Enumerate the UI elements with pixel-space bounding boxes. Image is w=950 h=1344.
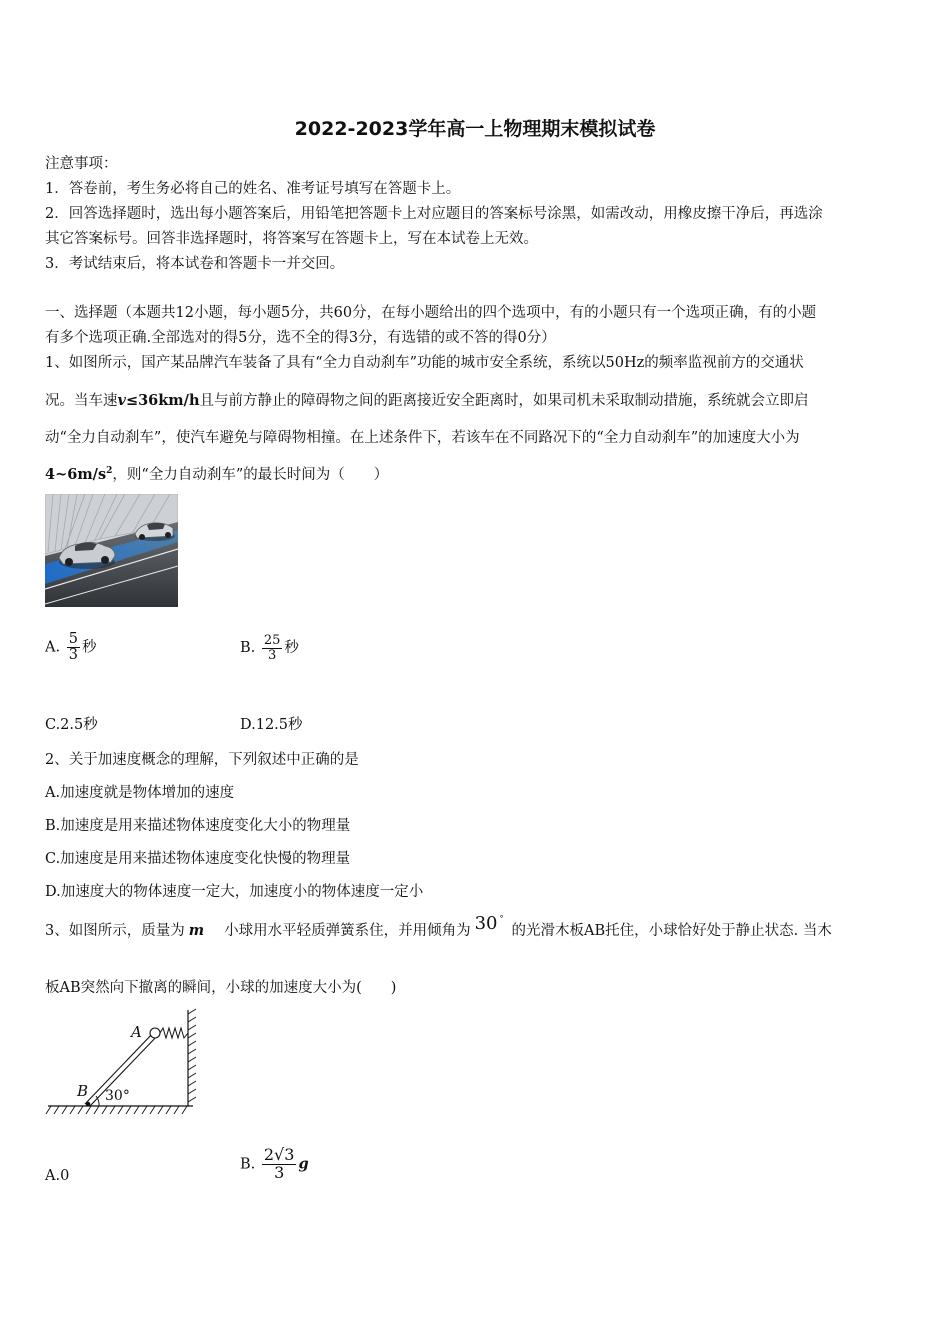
denominator: 3 (68, 647, 78, 664)
q1-text: 且与前方静止的障碍物之间的距离接近安全距离时，如果司机未采取制动措施，系统就会立即启 (199, 393, 809, 409)
q3-stem-line2: 板AB突然向下撤离的瞬间，小球的加速度大小为( ) (45, 980, 397, 996)
unit: 秒 (81, 639, 97, 656)
q2-option-c[interactable]: C.加速度是用来描述物体速度变化快慢的物理量 (45, 851, 351, 867)
page-title: 2022-2023学年高一上物理期末模拟试卷 (294, 118, 656, 140)
q1-text: ，则“全力自动刹车”的最长时间为（ ） (112, 467, 389, 483)
q1-speed-var: v (117, 392, 126, 409)
numerator: 5 (68, 631, 78, 647)
notice-heading: 注意事项： (45, 156, 118, 172)
denominator: 3 (274, 1162, 285, 1182)
q3-text: 3、如图所示，质量为 (45, 923, 185, 939)
q1-option-b[interactable] (240, 634, 299, 662)
option-label: B. (240, 640, 256, 657)
q1-text: 况。当车速 (45, 393, 118, 409)
q3-option-a[interactable]: A.0 (45, 1168, 70, 1184)
q1-speed-limit: ≤36km/h (125, 392, 200, 409)
q3-angle: 30 (474, 913, 498, 934)
denominator: 3 (268, 647, 277, 663)
fraction (67, 632, 80, 663)
point-a-label: A (131, 1023, 142, 1041)
q1-accel-sup: 2 (106, 466, 113, 477)
gravity-symbol: g (298, 1155, 309, 1173)
option-label: A. (45, 639, 61, 656)
q1-accel-range: 4~6m/s (45, 466, 107, 483)
car-braking-photo (45, 494, 178, 607)
q3-text: 小球用水平轻质弹簧系住，并用倾角为 (224, 923, 471, 939)
unit: 秒 (284, 640, 299, 657)
notice-item-2-line1: 2．回答选择题时，选出每小题答案后，用铅笔把答题卡上对应题目的答案标号涂黑，如需改动，用橡皮擦干净后，再选涂 (45, 206, 823, 222)
q2-stem: 2、关于加速度概念的理解，下列叙述中正确的是 (45, 752, 359, 768)
q1-stem-line3: 动“全力自动刹车”，使汽车避免与障碍物相撞。在上述条件下，若该车在不同路况下的“全力自动刹车”的加速度大小为 (45, 430, 800, 446)
q3-text: 的光滑木板AB托住，小球恰好处于静止状态. 当木 (511, 923, 832, 939)
q1-option-d[interactable]: D.12.5秒 (240, 717, 303, 733)
notice-item-3: 3．考试结束后，将本试卷和答题卡一并交回。 (45, 256, 345, 272)
incline-spring-diagram (45, 1008, 205, 1120)
q3-option-b[interactable] (240, 1147, 309, 1182)
q1-option-c[interactable]: C.2.5秒 (45, 717, 98, 733)
section-intro-line2: 有多个选项正确.全部选对的得5分，选不全的得3分，有选错的或不答的得0分） (45, 330, 556, 346)
q3-degree: ° (499, 914, 504, 924)
q3-stem-line1 (45, 913, 832, 940)
q3-mass-var: m (188, 922, 205, 939)
q1-stem-line2 (45, 389, 809, 410)
numerator: 2√3 (263, 1145, 295, 1164)
notice-item-2-line2: 其它答案标号。回答非选择题时，将答案写在答题卡上，写在本试卷上无效。 (45, 231, 538, 247)
q2-option-a[interactable]: A.加速度就是物体增加的速度 (45, 785, 235, 801)
section-intro-line1: 一、选择题（本题共12小题，每小题5分，共60分，在每小题给出的四个选项中，有的小题只有一个选项正确，有的小题 (45, 305, 817, 321)
incline-angle-label: 30° (105, 1088, 130, 1104)
fraction (262, 1147, 297, 1182)
point-b-label: B (77, 1082, 89, 1100)
q1-stem-line1: 1、如图所示，国产某品牌汽车装备了具有“全力自动刹车”功能的城市安全系统，系统以50Hz的频率监视前方的交通状 (45, 355, 804, 371)
q2-option-b[interactable]: B.加速度是用来描述物体速度变化大小的物理量 (45, 818, 351, 834)
q2-option-d[interactable]: D.加速度大的物体速度一定大，加速度小的物体速度一定小 (45, 884, 424, 900)
numerator: 25 (263, 633, 281, 648)
option-label: B. (240, 1156, 256, 1173)
q1-option-a[interactable] (45, 632, 96, 663)
fraction (262, 634, 283, 662)
notice-item-1: 1．答卷前，考生务必将自己的姓名、准考证号填写在答题卡上。 (45, 181, 461, 197)
q1-stem-line4 (45, 463, 388, 484)
